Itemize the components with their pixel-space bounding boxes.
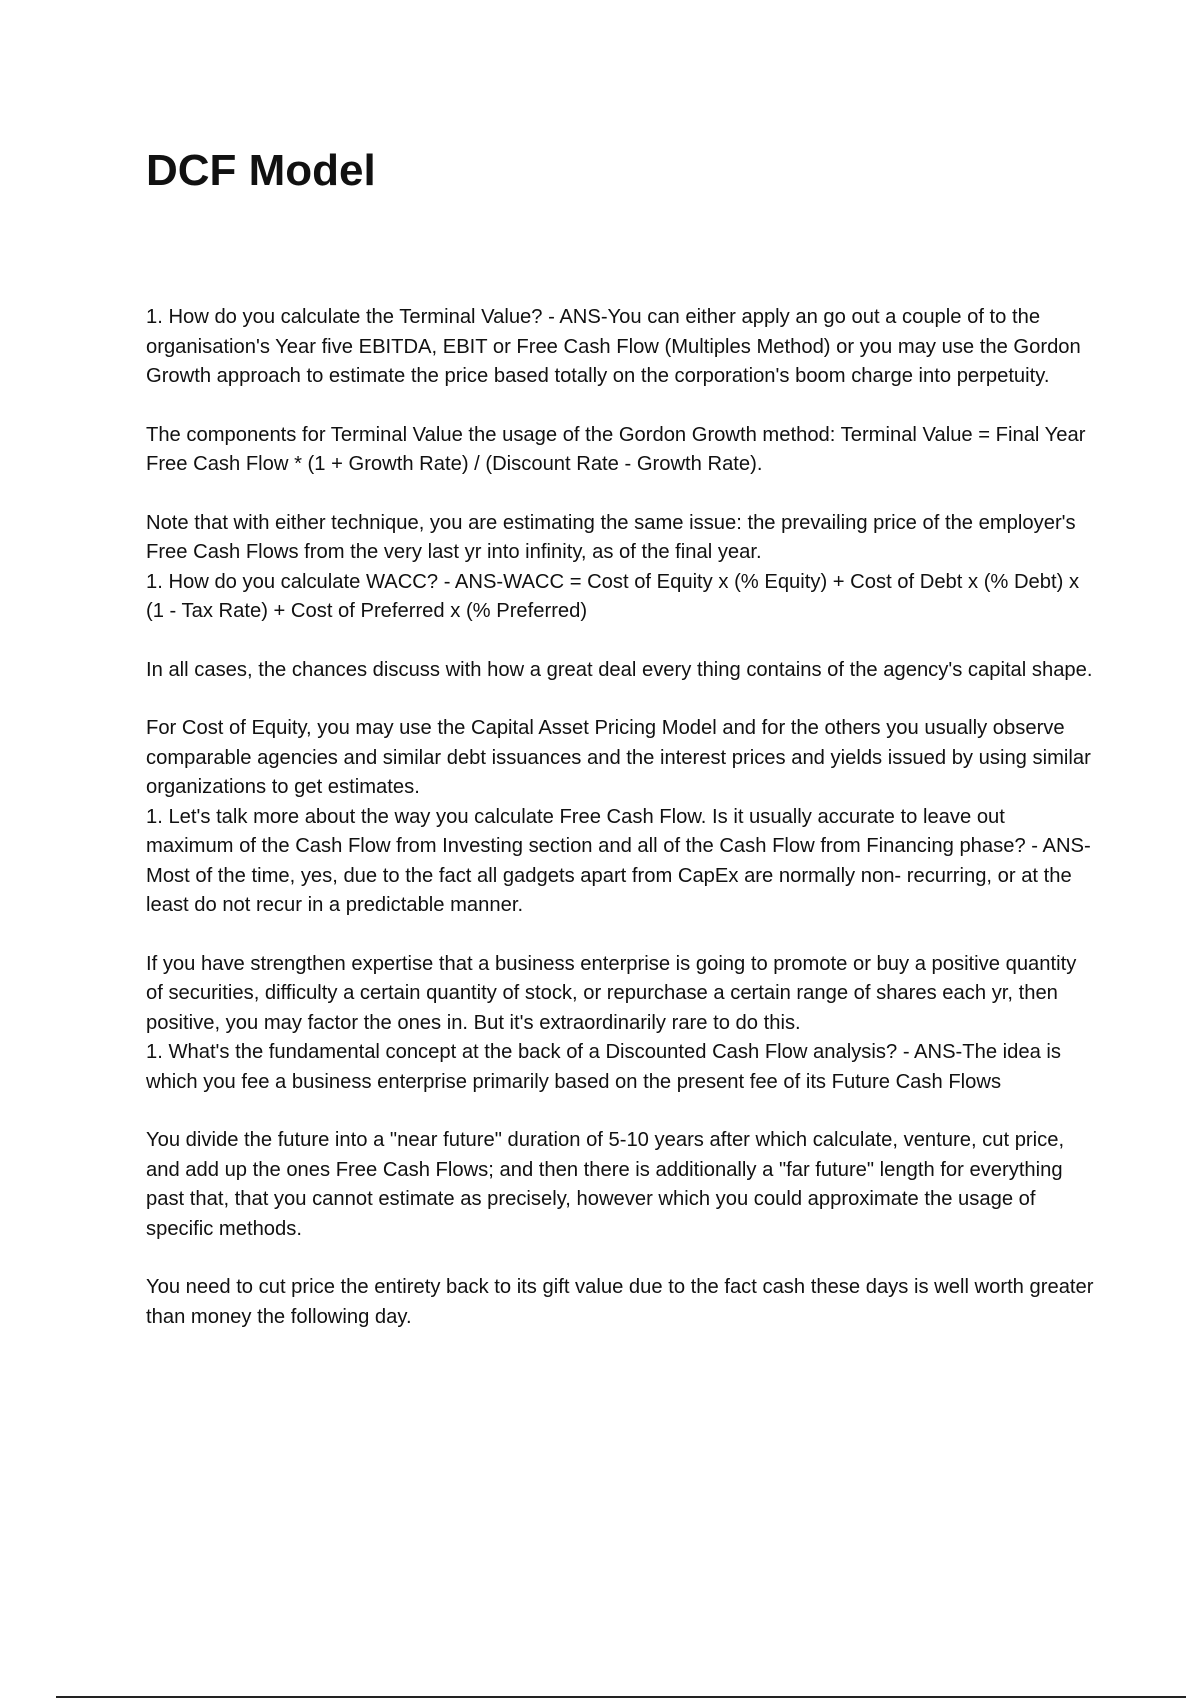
- paragraph-present-value: You need to cut price the entirety back to its gift value due to the fact cash these days is well worth greater than money the following day.: [146, 1276, 1094, 1328]
- paragraph-capital-structure: In all cases, the chances discuss with how a great deal every thing contains of the agency's capital shape.: [146, 658, 1093, 681]
- paragraph-near-far-future: You divide the future into a "near future" duration of 5-10 years after which calculate, venture, cut price, and add up the ones Free Cash Flows; and then there is additionally a "far future" length for everything past that, that you cannot estimate as precisely, however which you could approximate the usage of specific methods.: [146, 1129, 1065, 1240]
- paragraph-wacc-question: 1. How do you calculate WACC? - ANS-WACC = Cost of Equity x (% Equity) + Cost of Debt x (% Debt) x (1 - Tax Rate) + Cost of Preferred x (% Preferred): [146, 570, 1080, 622]
- paragraph-gordon-growth-formula: The components for Terminal Value the usage of the Gordon Growth method: Terminal Value = Final Year Free Cash Flow * (1 + Growth Rate) / (Discount Rate - Growth Rate).: [146, 423, 1086, 475]
- paragraph-securities: If you have strengthen expertise that a business enterprise is going to promote or buy a positive quantity of securities, difficulty a certain quantity of stock, or repurchase a certain range of shares each yr, then positive, you may factor the ones in. But it's extraordinarily rare to do this.: [146, 952, 1077, 1034]
- document-body: [146, 303, 1096, 1332]
- paragraph-terminal-value: 1. How do you calculate the Terminal Value? - ANS-You can either apply an go out a couple of to the organisation's Year five EBITDA, EBIT or Free Cash Flow (Multiples Method) or you may use the Gordon Growth approach to estimate the price based totally on the corporation's boom charge into perpetuity.: [146, 306, 1081, 387]
- paragraph-dcf-concept-question: 1. What's the fundamental concept at the back of a Discounted Cash Flow analysis? - ANS-The idea is which you fee a business enterprise primarily based on the present fee of its Future Cash Flows: [146, 1041, 1062, 1093]
- paragraph-free-cash-flow-question: 1. Let's talk more about the way you calculate Free Cash Flow. Is it usually accurate to leave out maximum of the Cash Flow from Investing section and all of the Cash Flow from Financing phase? - ANS-Most of the time, yes, due to the fact all gadgets apart from CapEx are normally non- recurring, or at the least do not recur in a predictable manner.: [146, 805, 1091, 916]
- paragraph-cost-of-equity: For Cost of Equity, you may use the Capital Asset Pricing Model and for the others you usually observe comparable agencies and similar debt issuances and the interest prices and yields issued by using similar organizations to get estimates.: [146, 717, 1091, 798]
- footer-divider: [56, 1696, 1186, 1698]
- page-title: DCF Model: [146, 146, 376, 195]
- paragraph-technique-note: Note that with either technique, you are estimating the same issue: the prevailing price of the employer's Free Cash Flows from the very last yr into infinity, as of the final year.: [146, 511, 1076, 563]
